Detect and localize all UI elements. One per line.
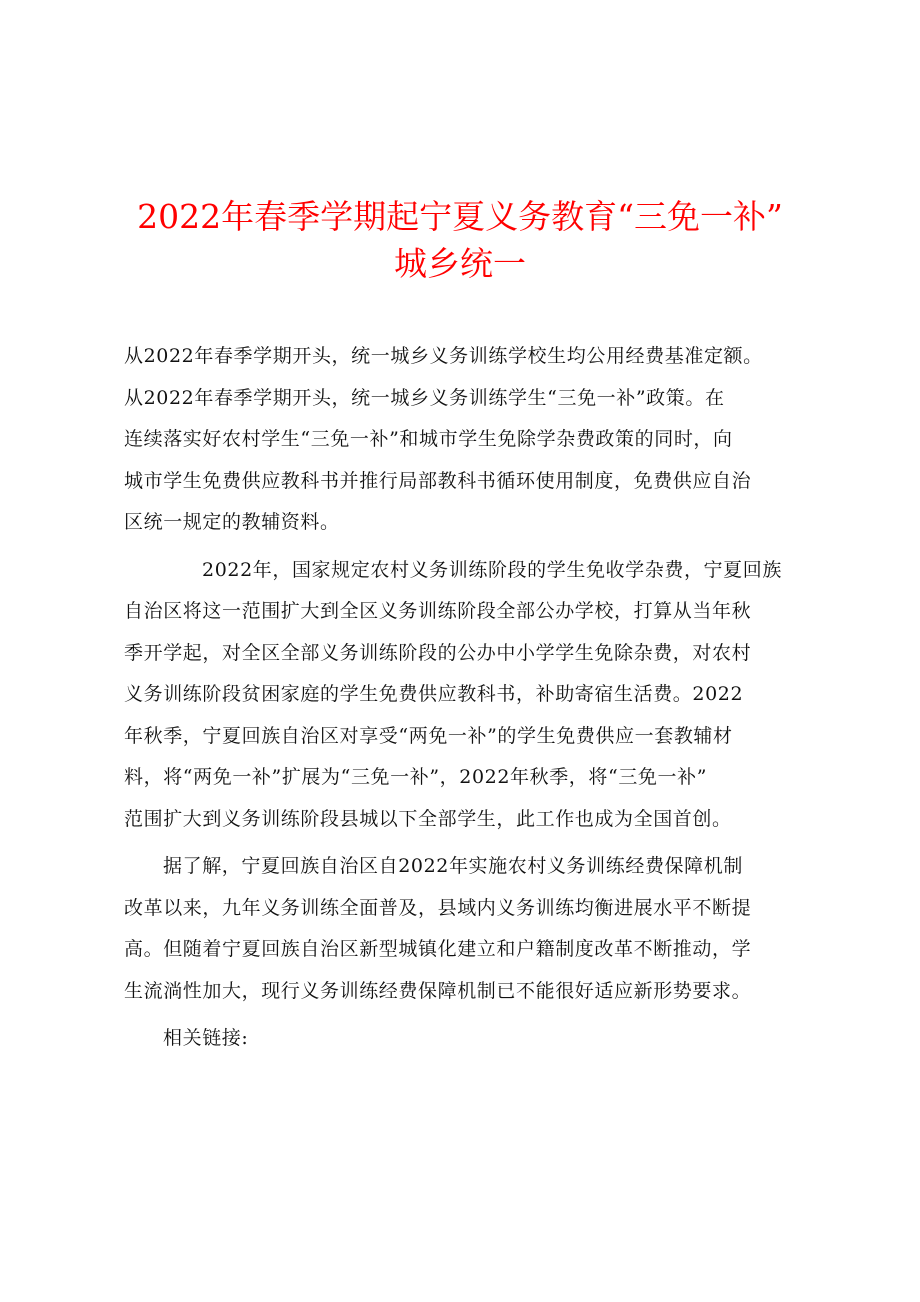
paragraph-line: 料，将“两免一补”扩展为“三免一补”，2022年秋季，将“三免一补”	[124, 766, 708, 788]
paragraph-line: 区统一规定的教辅资料。	[124, 511, 340, 533]
paragraph-line: 2022年，国家规定农村义务训练阶段的学生免收学杂费，宁夏回族	[202, 558, 782, 581]
document-body	[124, 336, 804, 1066]
paragraph-line: 季开学起，对全区全部义务训练阶段的公办中小学学生免除杂费，对农村	[124, 641, 752, 664]
paragraph-line: 城市学生免费供应教科书并推行局部教科书循环使用制度，免费供应自治	[124, 469, 752, 492]
document-title-line-2: 城乡统一	[394, 244, 526, 283]
paragraph-3	[124, 846, 804, 1012]
paragraph-2	[124, 550, 804, 841]
paragraph-line: 年秋季，宁夏回族自治区对享受“两免一补”的学生免费供应一套教辅材	[124, 724, 733, 747]
paragraph-line: 义务训练阶段贫困家庭的学生免费供应教科书，补助寄宿生活费。2022	[124, 683, 744, 705]
paragraph-line: 从2022年春季学期开头，统一城乡义务训练学校生均公用经费基准定额。	[124, 345, 763, 367]
paragraph-line: 高。但随着宁夏回族自治区新型城镇化建立和户籍制度改革不断推动，学	[124, 938, 752, 960]
paragraph-line: 从2022年春季学期开头，统一城乡义务训练学生“三免一补”政策。在	[124, 386, 725, 409]
paragraph-line: 生流淌性加大，现行义务训练经费保障机制已不能很好适应新形势要求。	[124, 979, 752, 1002]
paragraph-line: 连续落实好农村学生“三免一补”和城市学生免除学杂费政策的同时，向	[124, 428, 733, 450]
paragraph-line: 据了解，宁夏回族自治区自2022年实施农村义务训练经费保障机制	[163, 855, 743, 877]
related-links-label: 相关链接:	[163, 1027, 249, 1049]
paragraph-1	[124, 336, 804, 544]
paragraph-line: 改革以来，九年义务训练全面普及，县域内义务训练均衡进展水平不断提	[124, 896, 752, 919]
document-title-line-1: 2022年春季学期起宁夏义务教育“三免一补”	[137, 197, 783, 236]
paragraph-line: 自治区将这一范围扩大到全区义务训练阶段全部公办学校，打算从当年秋	[124, 600, 752, 622]
paragraph-line: 范围扩大到义务训练阶段县城以下全部学生，此工作也成为全国首创。	[124, 807, 732, 830]
paragraph-4	[124, 1018, 804, 1060]
